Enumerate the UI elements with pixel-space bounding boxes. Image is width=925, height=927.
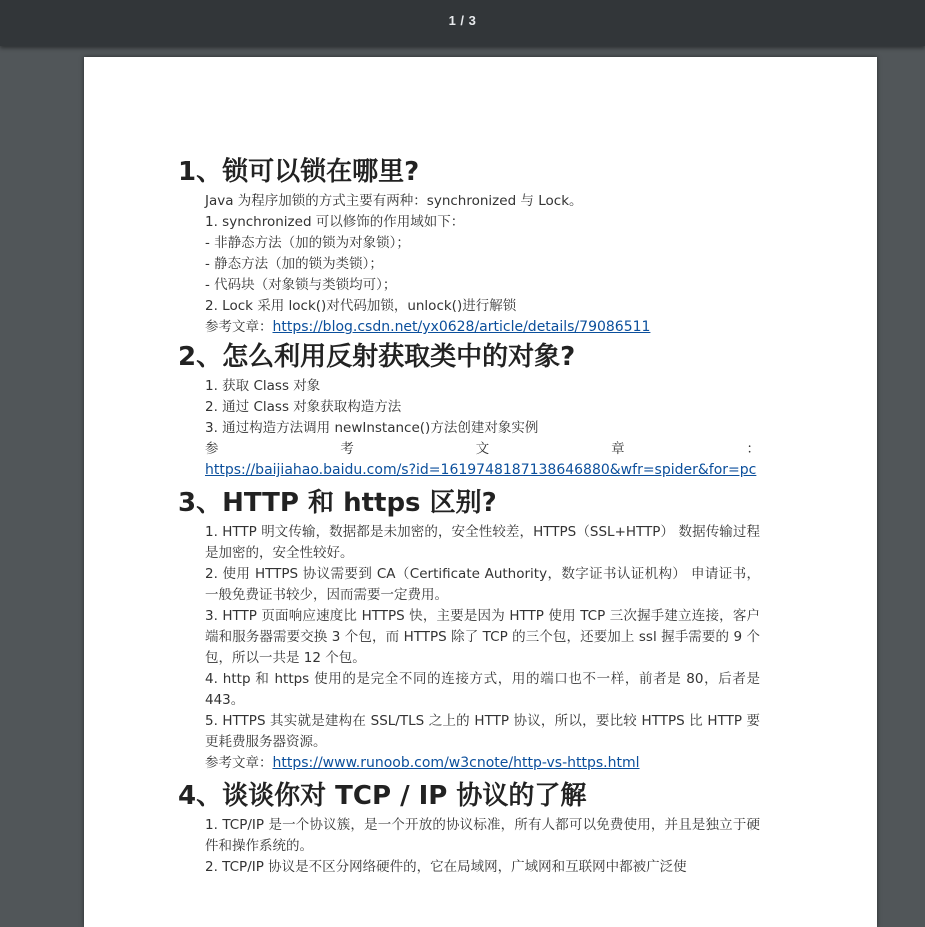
reference-label: 参考文章：	[205, 755, 273, 771]
paragraph: 2. Lock 采用 lock()对代码加锁，unlock()进行解锁	[205, 298, 517, 314]
paragraph: 5. HTTPS 其实就是建构在 SSL/TLS 之上的 HTTP 协议，所以，要比较 HTTPS 比 HTTP 要更耗费服务器资源。	[205, 713, 760, 750]
paragraph: 2. 通过 Class 对象获取构造方法	[205, 399, 402, 415]
paragraph: 1. synchronized 可以修饰的作用域如下：	[205, 214, 465, 230]
viewer-toolbar	[0, 0, 925, 46]
page-indicator: 1 / 3	[448, 13, 477, 28]
paragraph: 1. 获取 Class 对象	[205, 378, 321, 394]
reference-label: 参考文章：	[205, 319, 273, 335]
page-content	[178, 153, 760, 878]
section-body	[205, 522, 760, 774]
reference-line	[205, 317, 760, 338]
paragraph: 2. TCP/IP 协议是不区分网络硬件的，它在局域网，广域网和互联网中都被广泛使	[205, 859, 687, 875]
reference-link[interactable]: https://www.runoob.com/w3cnote/http-vs-https.html	[272, 755, 640, 771]
paragraph: Java 为程序加锁的方式主要有两种：synchronized 与 Lock。	[205, 193, 583, 209]
paragraph: 1. HTTP 明文传输，数据都是未加密的，安全性较差，HTTPS（SSL+HTTP） 数据传输过程是加密的，安全性较好。	[205, 524, 760, 561]
section-title: 1、锁可以锁在哪里?	[178, 157, 420, 187]
document-page	[84, 57, 877, 927]
reference-line	[205, 753, 760, 774]
section-title: 4、谈谈你对 TCP / IP 协议的了解	[178, 781, 587, 811]
section-title: 3、HTTP 和 https 区别?	[178, 488, 497, 518]
section-title: 2、怎么利用反射获取类中的对象?	[178, 342, 576, 372]
paragraph: - 静态方法（加的锁为类锁）；	[205, 256, 383, 272]
paragraph: 3. HTTP 页面响应速度比 HTTPS 快，主要是因为 HTTP 使用 TCP 三次握手建立连接，客户端和服务器需要交换 3 个包，而 HTTPS 除了 TCP 的三个包，还要加上 ssl 握手需要的 9 个包，所以一共是 12 个包。	[205, 608, 760, 666]
reference-link[interactable]: https://blog.csdn.net/yx0628/article/details/79086511	[272, 319, 651, 335]
paragraph: 2. 使用 HTTPS 协议需要到 CA（Certificate Authority，数字证书认证机构） 申请证书，一般免费证书较少，因而需要一定费用。	[205, 566, 760, 603]
section-body	[205, 376, 760, 481]
reference-line	[205, 460, 760, 481]
paragraph: 4. http 和 https 使用的是完全不同的连接方式，用的端口也不一样，前者是 80，后者是 443。	[205, 671, 760, 708]
reference-label: 参 考 文 章 ：	[205, 441, 760, 457]
paragraph: - 代码块（对象锁与类锁均可）；	[205, 277, 397, 293]
section-body	[205, 815, 760, 878]
reference-link[interactable]: https://baijiahao.baidu.com/s?id=1619748187138646880&wfr=spider&for=pc	[205, 462, 757, 478]
paragraph: - 非静态方法（加的锁为对象锁）；	[205, 235, 410, 251]
paragraph: 3. 通过构造方法调用 newInstance()方法创建对象实例	[205, 420, 539, 436]
section-body	[205, 191, 760, 338]
paragraph: 1. TCP/IP 是一个协议簇，是一个开放的协议标准，所有人都可以免费使用，并且是独立于硬件和操作系统的。	[205, 817, 760, 854]
